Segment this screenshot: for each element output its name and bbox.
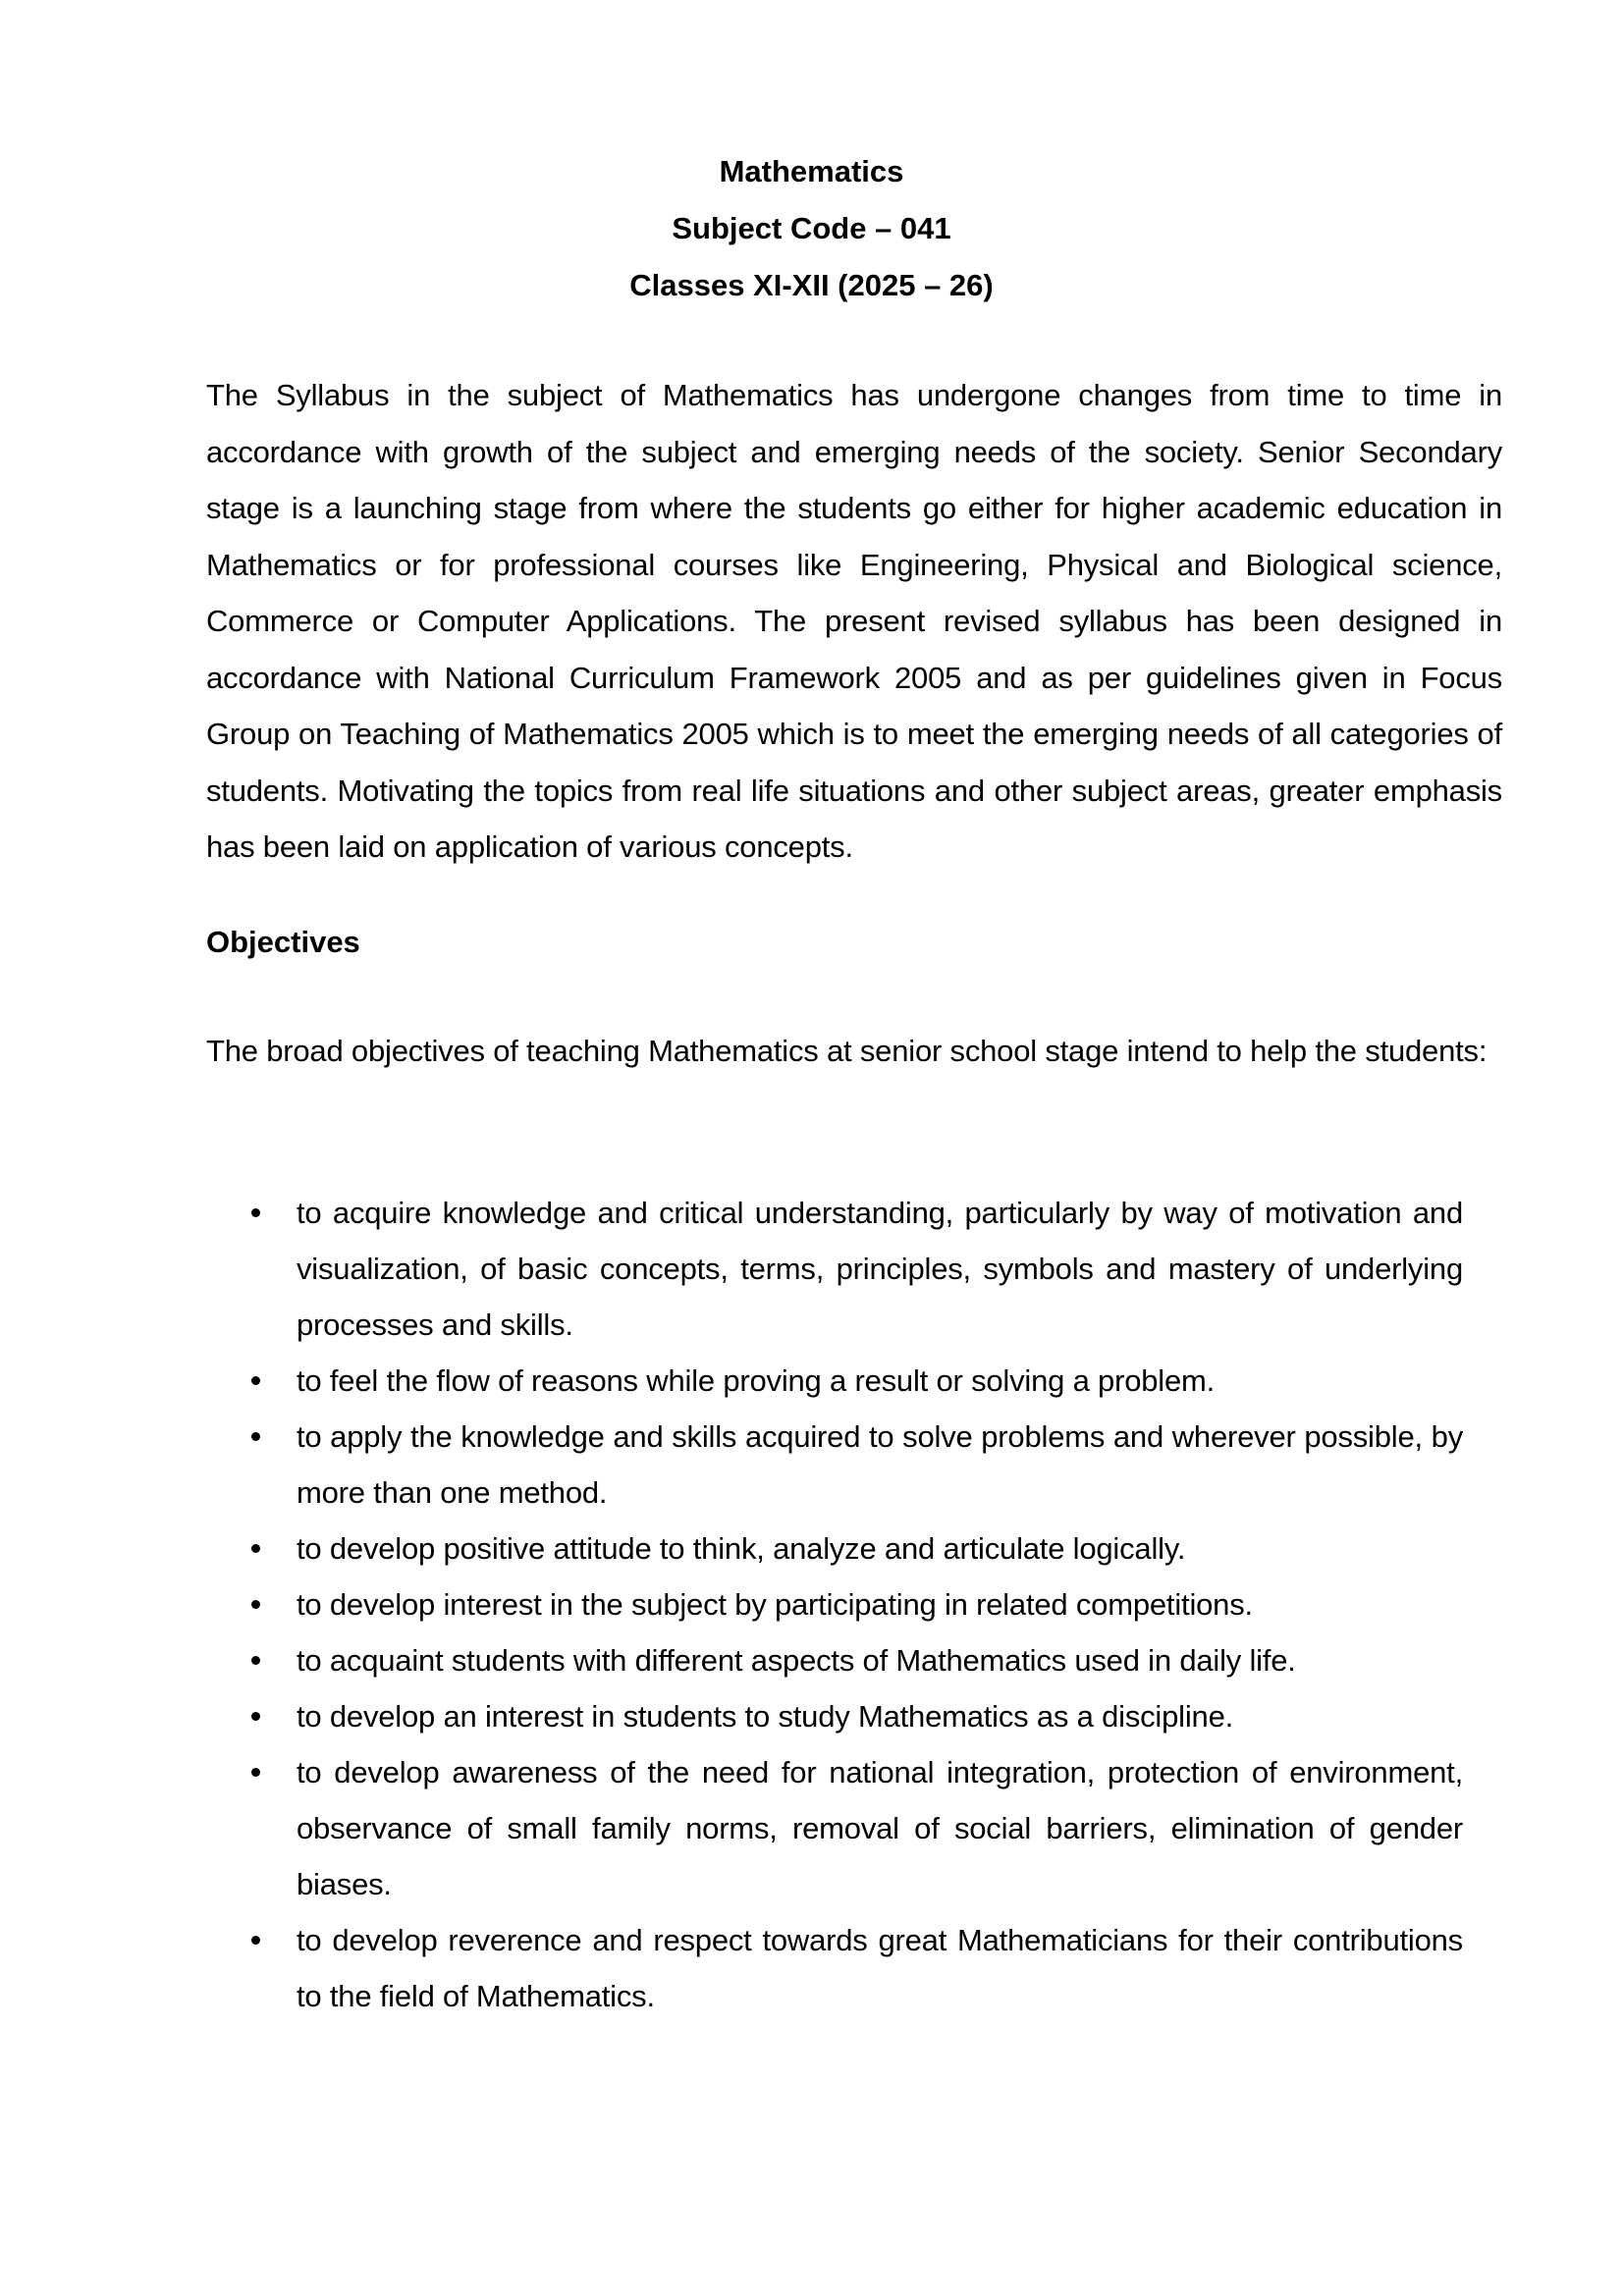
list-item bbox=[245, 1632, 1463, 1688]
list-item bbox=[245, 1409, 1463, 1521]
list-item bbox=[245, 1185, 1463, 1353]
list-item-text: to develop reverence and respect towards great Mathematicians for their contributions to the field of Mathematics. bbox=[297, 1923, 1463, 2013]
objectives-list bbox=[245, 1185, 1463, 2024]
list-item-text: to apply the knowledge and skills acquired to solve problems and wherever possible, by more than one method. bbox=[297, 1419, 1463, 1510]
list-item bbox=[245, 1576, 1463, 1632]
list-item-text: to develop interest in the subject by participating in related competitions. bbox=[297, 1587, 1253, 1622]
subject-code: Subject Code – 041 bbox=[672, 211, 951, 245]
objectives-lead-paragraph: The broad objectives of teaching Mathematics at senior school stage intend to help the students: bbox=[206, 1034, 1488, 1068]
bullet-icon bbox=[251, 1432, 260, 1441]
bullet-icon bbox=[251, 1768, 260, 1777]
list-item bbox=[245, 1688, 1463, 1744]
list-item-text: to feel the flow of reasons while proving a result or solving a problem. bbox=[297, 1363, 1216, 1398]
list-item bbox=[245, 1744, 1463, 1912]
list-item-text: to acquire knowledge and critical understanding, particularly by way of motivation and visualization, of basic concepts, terms, principles, symbols and mastery of underlying processes and skills. bbox=[297, 1196, 1463, 1342]
list-item-text: to develop an interest in students to study Mathematics as a discipline. bbox=[297, 1699, 1234, 1734]
list-item-text: to develop positive attitude to think, analyze and articulate logically. bbox=[297, 1531, 1186, 1566]
bullet-icon bbox=[251, 1544, 260, 1553]
bullet-icon bbox=[251, 1376, 260, 1385]
classes-line: Classes XI-XII (2025 – 26) bbox=[629, 268, 994, 302]
title-block bbox=[0, 143, 1623, 314]
subject-title: Mathematics bbox=[719, 154, 904, 188]
bullet-icon bbox=[251, 1936, 260, 1945]
list-item-text: to acquaint students with different aspects of Mathematics used in daily life. bbox=[297, 1643, 1296, 1678]
intro-paragraph: The Syllabus in the subject of Mathematics has undergone changes from time to time in accordance with growth of the subject and emerging needs of the society. Senior Secondary stage is a launching stage from where the students go either for higher academic education in Mathematics or for professional courses like Engineering, Physical and Biological science, Commerce or Computer Applications. The present revised syllabus has been designed in accordance with National Curriculum Framework 2005 and as per guidelines given in Focus Group on Teaching of Mathematics 2005 which is to meet the emerging needs of all categories of students. Motivating the topics from real life situations and other subject areas, greater emphasis has been laid on application of various concepts. bbox=[206, 378, 1502, 864]
bullet-icon bbox=[251, 1600, 260, 1609]
list-item bbox=[245, 1353, 1463, 1409]
bullet-icon bbox=[251, 1208, 260, 1217]
bullet-icon bbox=[251, 1656, 260, 1665]
list-item-text: to develop awareness of the need for national integration, protection of environment, observance of small family norms, removal of social barriers, elimination of gender biases. bbox=[297, 1755, 1463, 1901]
objectives-heading: Objectives bbox=[206, 925, 360, 959]
list-item bbox=[245, 1521, 1463, 1576]
list-item bbox=[245, 1912, 1463, 2024]
bullet-icon bbox=[251, 1712, 260, 1721]
